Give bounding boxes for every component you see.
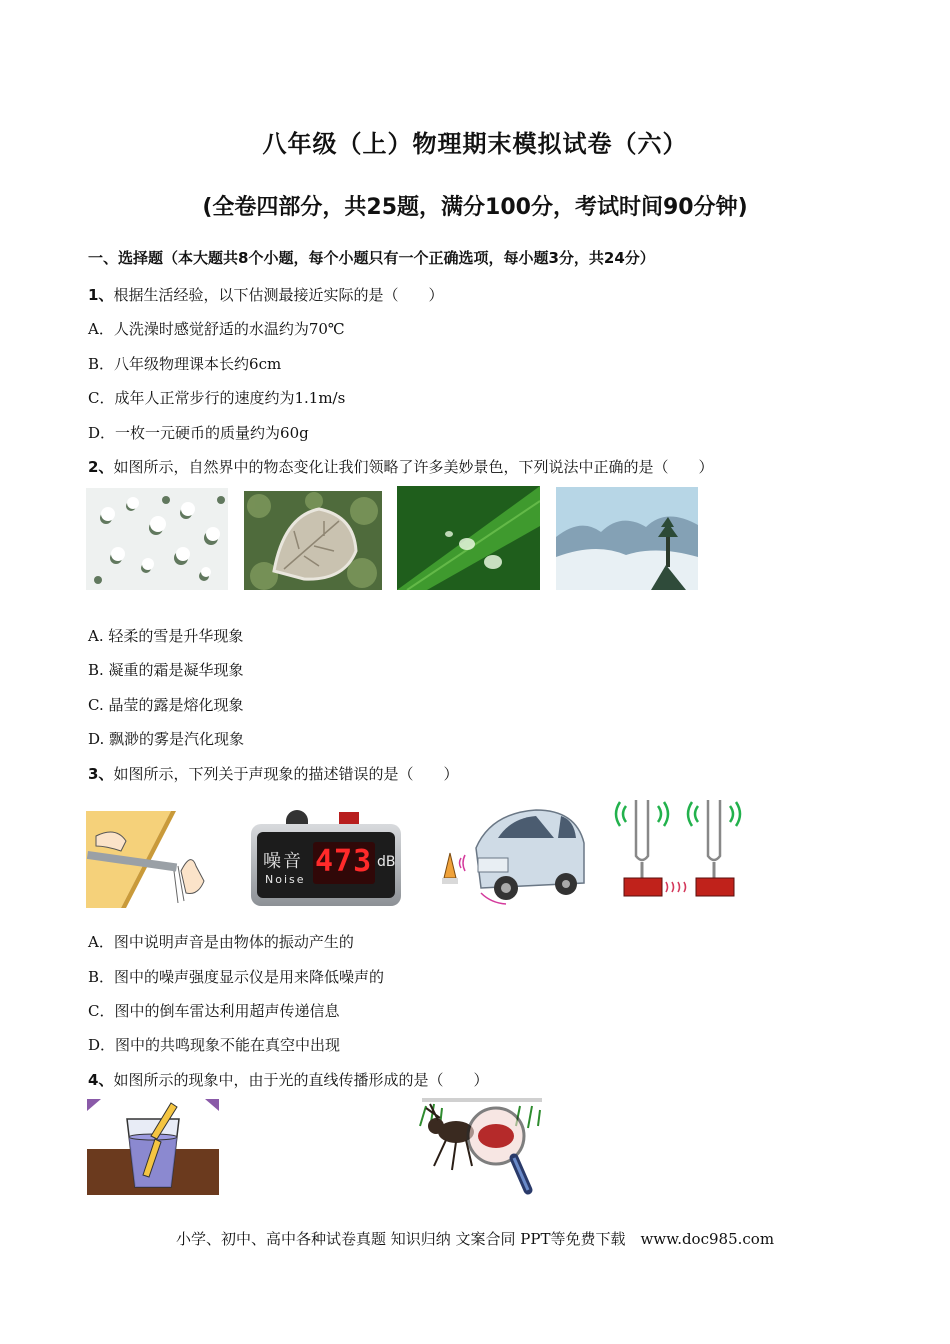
section-heading: 一、选择题（本大题共8个小题，每个小题只有一个正确选项，每小题3分，共24分） [88, 249, 655, 267]
option-1d: D．一枚一元硬币的质量约为60g [88, 424, 309, 442]
option-1a: A．人洗澡时感觉舒适的水温约为70℃ [88, 320, 345, 338]
page-title: 八年级（上）物理期末模拟试卷（六） [262, 130, 688, 158]
page-footer: 小学、初中、高中各种试卷真题 知识归纳 文案合同 PPT等免费下载 www.doc985.com [175, 1230, 775, 1248]
question-1 [88, 284, 443, 305]
option-1b: B．八年级物理课本长约6cm [88, 355, 282, 373]
question-number: 2、 [88, 458, 114, 476]
noise-reading: 473 [315, 844, 373, 879]
option-2b: B. 凝重的霜是凝华现象 [88, 661, 244, 679]
fog-photo [556, 487, 698, 590]
option-2d: D. 飘渺的雾是汽化现象 [88, 730, 245, 748]
question-number: 3、 [88, 765, 114, 783]
tuning-fork-resonance-illustration [614, 796, 756, 906]
noise-unit: dB [377, 854, 396, 870]
question-stem: 根据生活经验，以下估测最接近实际的是（ ） [113, 286, 444, 304]
magnifier-ant-illustration [416, 1096, 546, 1196]
noise-label-en: Noise [265, 873, 306, 886]
option-3c: C．图中的倒车雷达利用超声传递信息 [88, 1002, 340, 1020]
noise-label-cn: 噪音 [263, 851, 303, 872]
option-2c: C. 晶莹的露是熔化现象 [88, 696, 244, 714]
question-3 [88, 763, 458, 784]
snow-photo [86, 488, 228, 590]
dew-photo [397, 486, 540, 590]
question-2 [88, 456, 713, 477]
option-3b: B．图中的噪声强度显示仪是用来降低噪声的 [88, 968, 385, 986]
question-stem: 如图所示，自然界中的物态变化让我们领略了许多美妙景色，下列说法中正确的是（ ） [113, 458, 714, 476]
noise-meter-illustration [251, 810, 401, 906]
option-3d: D．图中的共鸣现象不能在真空中出现 [88, 1036, 341, 1054]
option-1c: C．成年人正常步行的速度约为1.1m/s [88, 389, 346, 407]
option-2a: A. 轻柔的雪是升华现象 [88, 627, 244, 645]
ruler-vibration-illustration [86, 811, 214, 908]
question-stem: 如图所示，下列关于声现象的描述错误的是（ ） [113, 765, 459, 783]
question-4 [88, 1069, 488, 1090]
reversing-radar-illustration [436, 808, 586, 908]
question-stem: 如图所示的现象中，由于光的直线传播形成的是（ ） [113, 1071, 489, 1089]
option-3a: A．图中说明声音是由物体的振动产生的 [88, 933, 354, 951]
page-subtitle: (全卷四部分，共25题，满分100分，考试时间90分钟) [202, 195, 748, 220]
question-number: 4、 [88, 1071, 114, 1089]
pencil-in-water-illustration [87, 1099, 219, 1195]
frost-photo [244, 491, 382, 590]
question-number: 1、 [88, 286, 114, 304]
